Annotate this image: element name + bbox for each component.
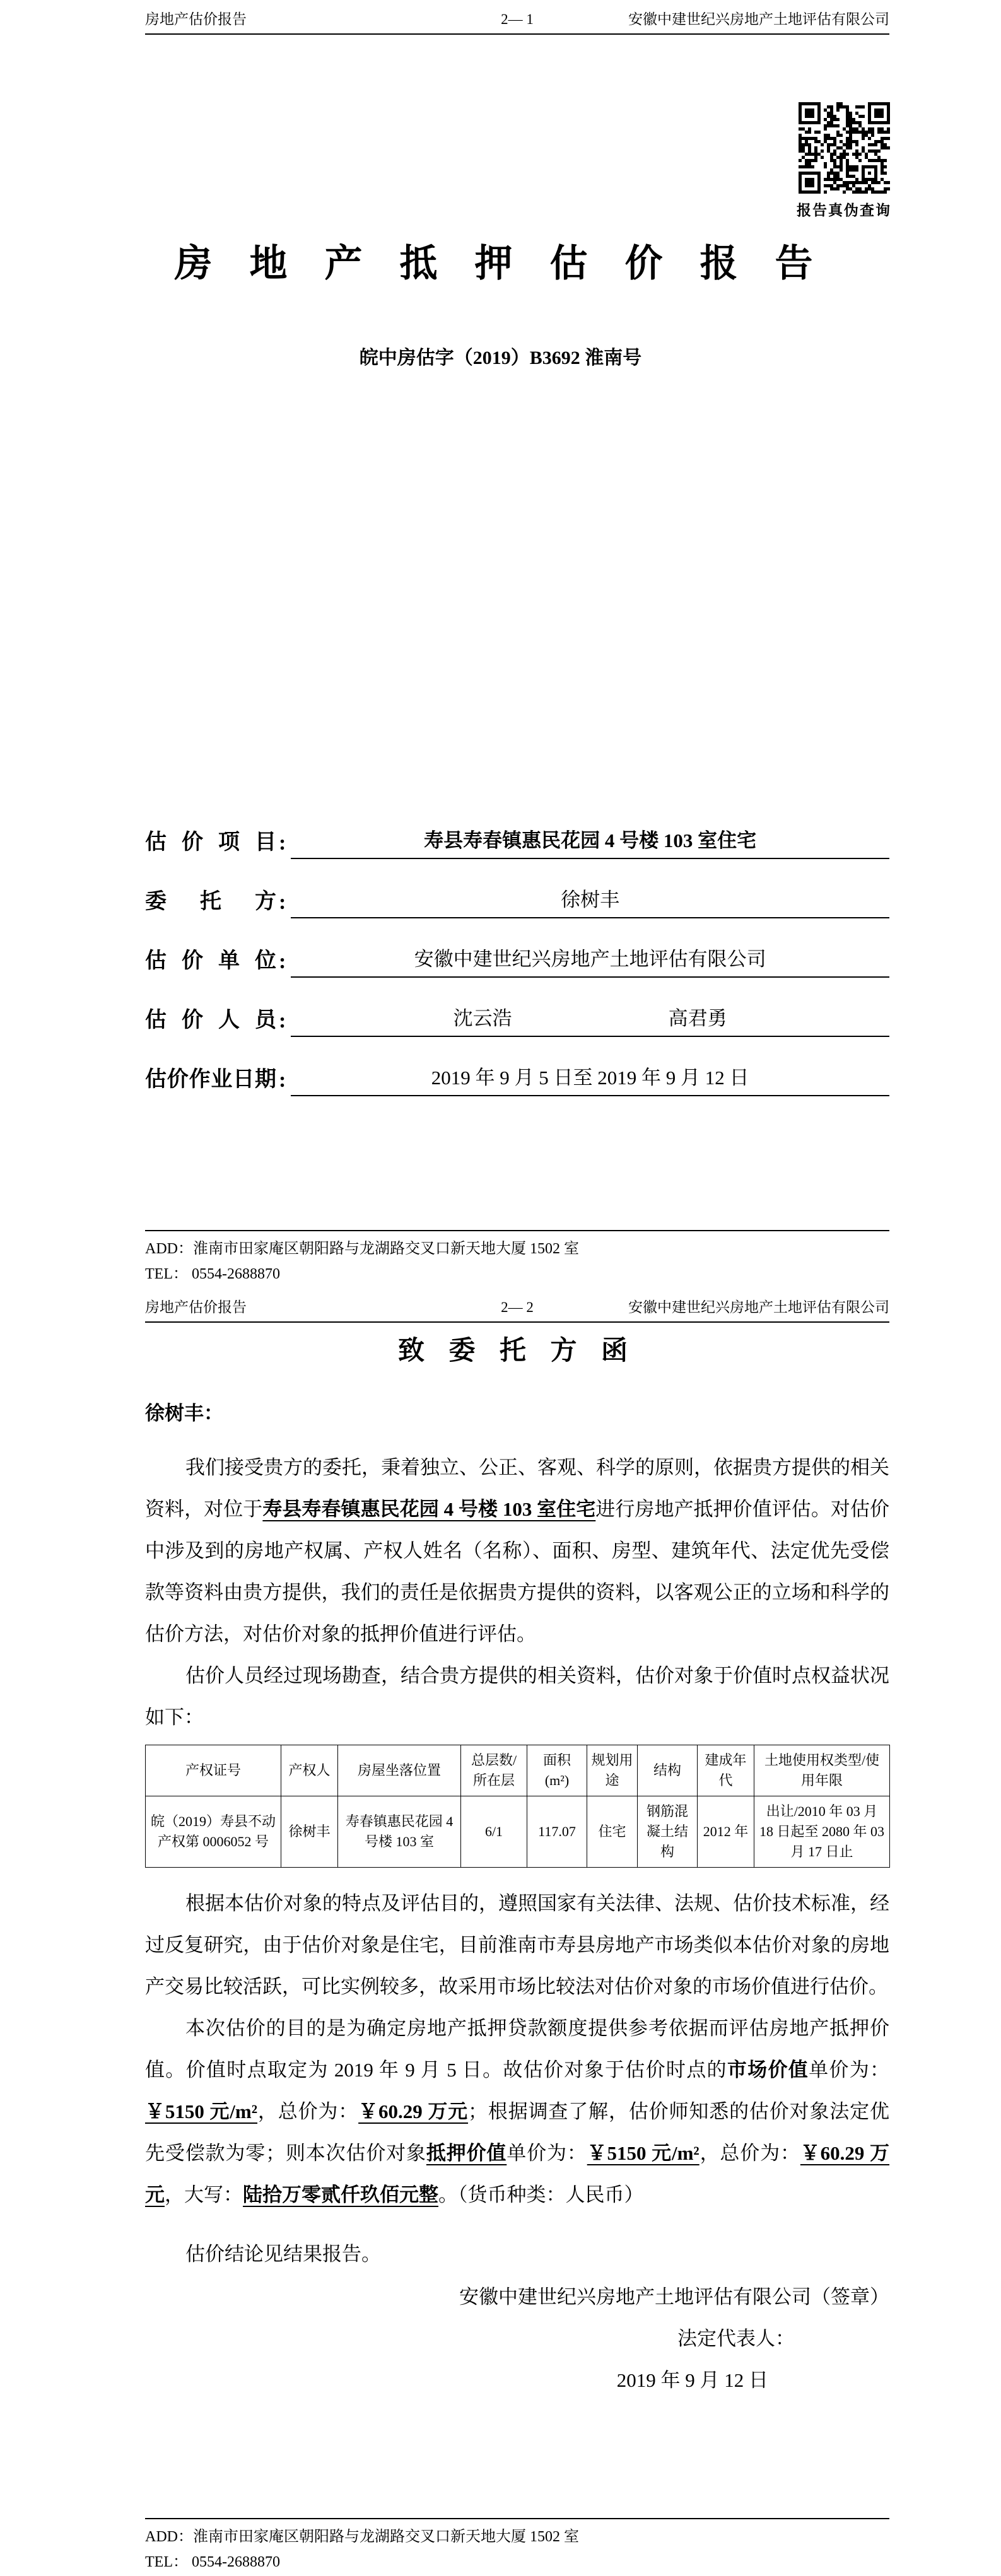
field-label: 估价作业日期 <box>145 1068 276 1091</box>
salutation: 徐树丰： <box>145 1402 223 1424</box>
letter-title: 致 委 托 方 函 <box>397 1337 636 1366</box>
table-header-row <box>146 1745 890 1796</box>
property-table-wrap <box>145 1745 889 1868</box>
field-client <box>145 877 889 918</box>
page-header <box>145 10 889 35</box>
report-verification <box>787 102 901 220</box>
page-footer <box>145 2518 889 2575</box>
table-row <box>146 1796 890 1868</box>
footer-address: ADD：淮南市田家庵区朝阳路与龙湖路交叉口新天地大厦 1502 室 <box>145 2529 579 2545</box>
field-value: 2019 年 9 月 5 日至 2019 年 9 月 12 日 <box>291 1062 889 1096</box>
header-doc-title: 房地产估价报告 <box>145 11 247 27</box>
paragraph: 估价人员经过现场勘查，结合贵方提供的相关资料，估价对象于价值时点权益状况如下： <box>145 1665 889 1728</box>
table-cell: 住宅 <box>587 1796 638 1868</box>
signature-company: 安徽中建世纪兴房地产土地评估有限公司（签章） <box>459 2286 889 2308</box>
table-cell: 寿春镇惠民花园 4 号楼 103 室 <box>338 1796 461 1868</box>
table-cell: 2012 年 <box>698 1796 754 1868</box>
field-label: 估价项目 <box>145 831 276 854</box>
field-agency <box>145 936 889 978</box>
field-colon: : <box>279 891 286 914</box>
paragraph: 我们接受贵方的委托，秉着独立、公正、客观、科学的原则，依据贵方提供的相关资料，对位于寿县寿春镇惠民花园 4 号楼 103 室住宅进行房地产抵押价值评估。对估价中涉及到的房地产权属、产权人姓名（名称）、面积、房型、建筑年代、法定优先受偿款等资料由贵方提供，我们的责任是依据贵方提供的资料，以客观公正的立场和科学的估价方法，对估价对象的抵押价值进行评估。 <box>145 1456 890 1645</box>
footer-tel: TEL： 0554-2688870 <box>145 2554 280 2570</box>
property-table <box>145 1745 890 1868</box>
table-header-cell: 结构 <box>638 1745 698 1796</box>
field-value: 沈云浩 高君勇 <box>291 1002 889 1037</box>
field-value: 寿县寿春镇惠民花园 4 号楼 103 室住宅 <box>291 824 889 859</box>
table-header-cell: 规划用途 <box>587 1745 638 1796</box>
footer-tel: TEL： 0554-2688870 <box>145 1266 280 1282</box>
qr-code <box>787 102 901 194</box>
field-project <box>145 817 889 859</box>
table-header-cell: 建成年代 <box>698 1745 754 1796</box>
table-header-cell: 总层数/所在层 <box>461 1745 527 1796</box>
signature-date: 2019 年 9 月 12 日 <box>616 2369 768 2391</box>
table-cell: 皖（2019）寿县不动产权第 0006052 号 <box>146 1796 281 1868</box>
field-work-date <box>145 1055 889 1096</box>
report-number: 皖中房估字（2019）B3692 淮南号 <box>359 348 642 368</box>
header-doc-title: 房地产估价报告 <box>145 1299 247 1315</box>
header-company-name: 安徽中建世纪兴房地产土地评估有限公司 <box>628 1299 889 1315</box>
field-colon: : <box>279 950 286 973</box>
paragraph: 根据本估价对象的特点及评估目的，遵照国家有关法律、法规、估价技术标准，经过反复研究，由于估价对象是住宅，目前淮南市寿县房地产市场类似本估价对象的房地产交易比较活跃，可比实例较多，故采用市场比较法对估价对象的市场价值进行估价。 <box>145 1892 889 1998</box>
page-footer <box>145 1230 889 1287</box>
report-title: 房 地 产 抵 押 估 价 报 告 <box>174 243 827 284</box>
page-header <box>145 1298 889 1323</box>
cover-fields <box>145 817 889 1114</box>
paragraph: 估价结论见结果报告。 <box>185 2243 381 2265</box>
field-appraisers <box>145 995 889 1037</box>
table-header-cell: 产权人 <box>281 1745 338 1796</box>
paragraph: 本次估价的目的是为确定房地产抵押贷款额度提供参考依据而评估房地产抵押价值。价值时点取定为 2019 年 9 月 5 日。故估价对象于估价时点的市场价值单价为：￥5150 元/m²，总价为：￥60.29 万元；根据调查了解，估价师知悉的估价对象法定优先受偿款为零；则本次估价对象抵押价值单价为：￥5150 元/m²，总价为：￥60.29 万元，大写：陆拾万零贰仟玖佰元整。（货币种类：人民币） <box>145 2017 890 2206</box>
signature-legal-rep: 法定代表人： <box>677 2327 795 2350</box>
qr-caption: 报告真伪查询 <box>797 202 891 218</box>
page-2 <box>0 1288 1001 2576</box>
field-colon: : <box>279 831 286 855</box>
field-colon: : <box>279 1009 286 1033</box>
table-cell: 117.07 <box>527 1796 587 1868</box>
table-header-cell: 房屋坐落位置 <box>338 1745 461 1796</box>
table-header-cell: 面积 (m²) <box>527 1745 587 1796</box>
header-page-number: 2— 2 <box>501 1299 534 1315</box>
table-header-cell: 产权证号 <box>146 1745 281 1796</box>
field-label: 委托方 <box>145 890 276 913</box>
table-header-cell: 土地使用权类型/使用年限 <box>754 1745 890 1796</box>
table-cell: 钢筋混凝土结构 <box>638 1796 698 1868</box>
header-page-number: 2— 1 <box>501 11 534 27</box>
header-company-name: 安徽中建世纪兴房地产土地评估有限公司 <box>628 11 889 27</box>
table-cell: 出让/2010 年 03 月 18 日起至 2080 年 03 月 17 日止 <box>754 1796 890 1868</box>
footer-address: ADD：淮南市田家庵区朝阳路与龙湖路交叉口新天地大厦 1502 室 <box>145 1241 579 1257</box>
table-cell: 徐树丰 <box>281 1796 338 1868</box>
field-colon: : <box>279 1068 286 1092</box>
field-value: 徐树丰 <box>291 884 889 918</box>
table-cell: 6/1 <box>461 1796 527 1868</box>
field-label: 估价单位 <box>145 949 276 973</box>
letter-body <box>145 1332 889 2401</box>
field-value: 安徽中建世纪兴房地产土地评估有限公司 <box>291 943 889 978</box>
field-label: 估价人员 <box>145 1009 276 1032</box>
